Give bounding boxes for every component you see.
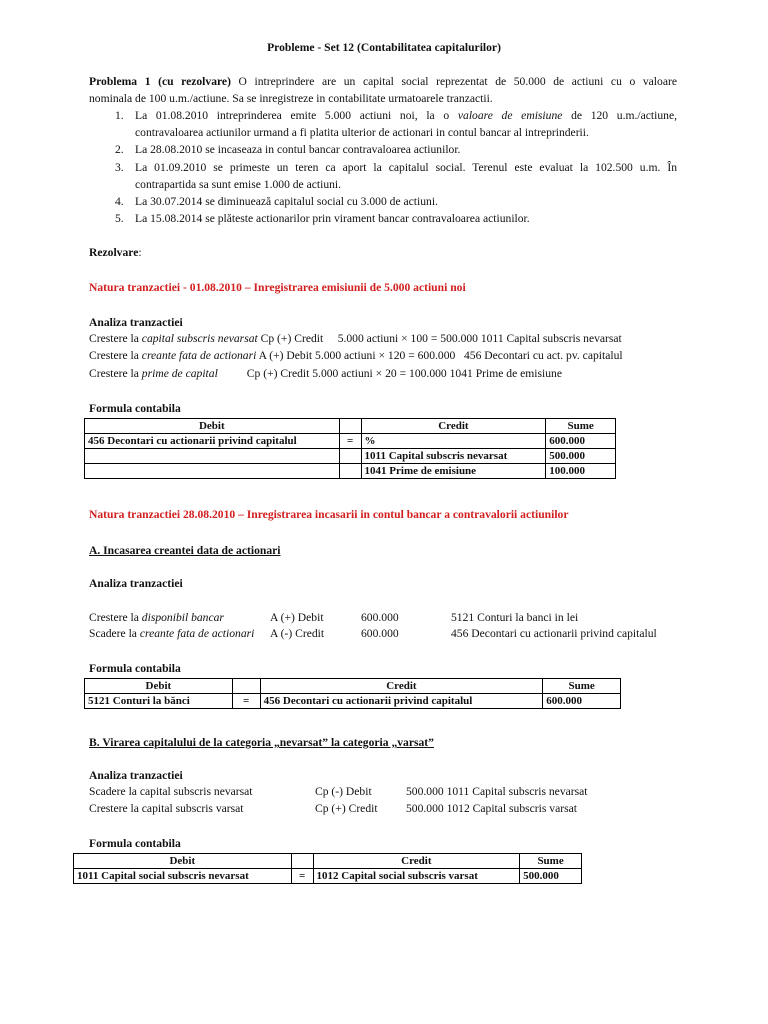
analysis-heading: Analiza tranzactiei [89, 769, 183, 782]
table-cell: 500.000 [546, 449, 616, 464]
table-cell: = [291, 869, 313, 884]
table-header-cell: Credit [260, 679, 543, 694]
table-header-cell: Sume [546, 419, 616, 434]
analysis-row-text: Crestere la [89, 349, 142, 362]
table-cell: 5121 Conturi la bănci [85, 694, 233, 709]
table-header-row [85, 419, 616, 434]
table-header-cell: Sume [520, 854, 582, 869]
list-item: La 28.08.2010 se incaseaza in contul bancar contravaloarea actiunilor. [135, 143, 461, 156]
journal-table [73, 853, 582, 884]
table-header-row [74, 854, 582, 869]
analysis-row-text: Scadere la [89, 627, 140, 640]
analysis-row [89, 612, 224, 624]
table-cell [339, 464, 361, 479]
problem-intro-line1 [89, 76, 677, 88]
table-cell: 1011 Capital social subscris nevarsat [74, 869, 292, 884]
analysis-row-account: 5121 Conturi la banci in lei [451, 611, 579, 624]
subsection-a-heading: A. Incasarea creantei data de actionari [89, 544, 281, 557]
analysis-row [89, 628, 254, 640]
table-cell: 1012 Capital social subscris varsat [313, 869, 520, 884]
table-cell: 500.000 [520, 869, 582, 884]
formula-heading: Formula contabila [89, 662, 181, 675]
analysis-row-value: 600.000 [361, 611, 399, 624]
list-item-cont: contravaloarea actiunilor urmand a fi platita ulterior de actionari in contul bancar al intreprinderii. [135, 126, 589, 139]
table-row [85, 449, 616, 464]
analysis-heading: Analiza tranzactiei [89, 316, 183, 329]
list-item-num: 4. [115, 195, 124, 208]
table-header-cell: Sume [543, 679, 621, 694]
table-cell: = [339, 434, 361, 449]
analysis-row-sign: Cp (-) Debit [315, 785, 372, 798]
table-header-row [85, 679, 621, 694]
analysis-row-italic: capital subscris nevarsat [141, 332, 258, 345]
subsection-b-heading: B. Virarea capitalului de la categoria „nevarsat” la categoria „varsat” [89, 736, 434, 749]
analysis-row [89, 368, 562, 380]
journal-table [84, 418, 616, 479]
table-cell [339, 449, 361, 464]
transaction-1-heading: Natura tranzactiei - 01.08.2010 – Inregistrarea emisiunii de 5.000 actiuni noi [89, 281, 466, 294]
analysis-row-text: A (+) Debit 5.000 actiuni × 120 = 600.000 456 Decontari cu act. pv. capitalul [256, 349, 623, 362]
analysis-row-sign: Cp (+) Credit [315, 802, 378, 815]
list-item-num: 5. [115, 212, 124, 225]
analysis-row: Scadere la capital subscris nevarsat [89, 785, 253, 798]
table-cell: 100.000 [546, 464, 616, 479]
analysis-row-text: Crestere la [89, 611, 142, 624]
table-header-cell: Credit [313, 854, 520, 869]
table-header-cell: Debit [74, 854, 292, 869]
list-item-num: 2. [115, 143, 124, 156]
table-header-cell [232, 679, 260, 694]
table-cell: 600.000 [543, 694, 621, 709]
table-cell [85, 464, 340, 479]
rezolvare-heading [89, 247, 142, 259]
journal-table [84, 678, 621, 709]
analysis-row-text: Crestere la [89, 367, 142, 380]
analysis-row-text: Cp (+) Credit 5.000 actiuni × 100 = 500.000 1011 Capital subscris nevarsat [257, 332, 622, 345]
table-cell: 600.000 [546, 434, 616, 449]
list-item-text: La 01.08.2010 intreprinderea emite 5.000 actiuni noi, la o [135, 109, 458, 122]
table-cell: 456 Decontari cu actionarii privind capitalul [260, 694, 543, 709]
list-item: La 30.07.2014 se diminuează capitalul social cu 3.000 de actiuni. [135, 195, 438, 208]
analysis-row-text: Cp (+) Credit 5.000 actiuni × 20 = 100.000 1041 Prime de emisiune [217, 367, 562, 380]
analysis-row-account: 456 Decontari cu actionarii privind capitalul [451, 627, 657, 640]
table-row [85, 434, 616, 449]
analysis-row-italic: creante fata de actionari [139, 627, 255, 640]
list-item-cont: contrapartida sa sunt emise 1.000 de actiuni. [135, 178, 342, 191]
table-header-cell: Debit [85, 679, 233, 694]
table-cell [85, 449, 340, 464]
list-item-num: 1. [115, 109, 124, 122]
problem-intro-line2: nominala de 100 u.m./actiune. Sa se inregistreze in contabilitate urmatoarele tranzactii. [89, 92, 493, 105]
list-item: La 01.09.2010 se primeste un teren ca aport la capitalul social. Terenul este evaluat la 102.500 u.m. În [135, 161, 677, 174]
page-title: Probleme - Set 12 (Contabilitatea capitalurilor) [267, 41, 501, 54]
analysis-heading: Analiza tranzactiei [89, 577, 183, 590]
table-cell: % [361, 434, 546, 449]
list-item [135, 110, 677, 122]
analysis-row [89, 350, 623, 362]
table-cell: = [232, 694, 260, 709]
formula-heading: Formula contabila [89, 402, 181, 415]
problem-intro-text: O intreprindere are un capital social reprezentat de 50.000 de actiuni cu o valoare [238, 75, 677, 88]
table-header-cell [339, 419, 361, 434]
list-item-num: 3. [115, 161, 124, 174]
table-header-cell: Debit [85, 419, 340, 434]
table-header-cell [291, 854, 313, 869]
transaction-2-heading: Natura tranzactiei 28.08.2010 – Inregistrarea incasarii in contul bancar a contravalorii actiunilor [89, 508, 569, 521]
analysis-row-account: 500.000 1012 Capital subscris varsat [406, 802, 577, 815]
analysis-row-sign: A (+) Debit [270, 611, 324, 624]
list-item-italic: valoare de emisiune [457, 109, 563, 122]
analysis-row [89, 333, 622, 345]
analysis-row-italic: prime de capital [141, 367, 218, 380]
rezolvare-label: Rezolvare [89, 246, 139, 259]
analysis-row-italic: disponibil bancar [141, 611, 224, 624]
table-header-cell: Credit [361, 419, 546, 434]
table-row [85, 694, 621, 709]
table-cell: 1041 Prime de emisiune [361, 464, 546, 479]
analysis-row-text: Crestere la [89, 332, 142, 345]
analysis-row: Crestere la capital subscris varsat [89, 802, 244, 815]
analysis-row-value: 600.000 [361, 627, 399, 640]
analysis-row-italic: creante fata de actionari [141, 349, 257, 362]
analysis-row-sign: A (-) Credit [270, 627, 325, 640]
table-cell: 456 Decontari cu actionarii privind capitalul [85, 434, 340, 449]
analysis-row-account: 500.000 1011 Capital subscris nevarsat [406, 785, 588, 798]
table-cell: 1011 Capital subscris nevarsat [361, 449, 546, 464]
list-item-text: de 120 u.m./actiune, [562, 109, 677, 122]
table-row [85, 464, 616, 479]
table-row [74, 869, 582, 884]
formula-heading: Formula contabila [89, 837, 181, 850]
rezolvare-colon: : [138, 246, 142, 259]
problem-label: Problema 1 (cu rezolvare) [89, 75, 231, 88]
list-item: La 15.08.2014 se plăteste actionarilor prin virament bancar contravaloarea actiunilor. [135, 212, 530, 225]
